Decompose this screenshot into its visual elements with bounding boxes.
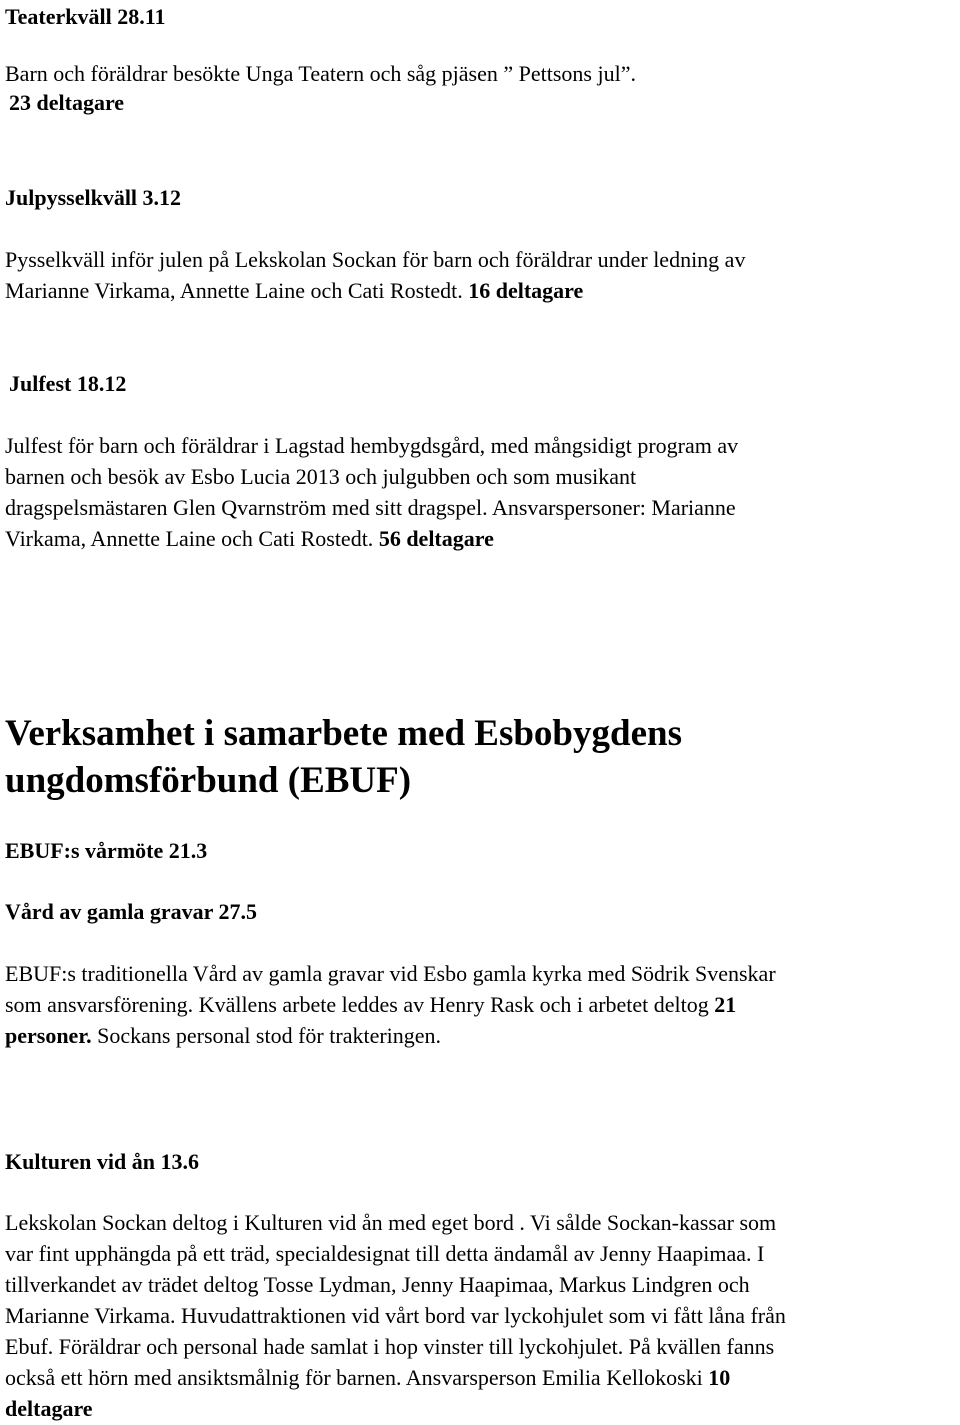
ebuf-gravar-line-3-text: Sockans personal stod för trakteringen. [97, 1023, 442, 1048]
julpyssel-count: 16 deltagare [468, 278, 584, 303]
julfest-line-1: Julfest för barn och föräldrar i Lagstad hembygdsgård, med mångsidigt program av [5, 433, 739, 458]
julfest-line-2: barnen och besök av Esbo Lucia 2013 och julgubben och som musikant [5, 464, 637, 489]
julpyssel-title: Julpysselkväll 3.12 [5, 185, 182, 210]
ebuf-gravar-count-unit: personer. [5, 1023, 92, 1048]
kulturen-line-3: tillverkandet av trädet deltog Tosse Lydman, Jenny Haapimaa, Markus Lindgren och [5, 1272, 750, 1297]
teaterkvall-title: Teaterkväll 28.11 [5, 4, 166, 29]
julpyssel-line-2 [5, 275, 583, 306]
julfest-count: 56 deltagare [378, 526, 494, 551]
julfest-title: Julfest 18.12 [9, 371, 127, 396]
kulturen-line-5: Ebuf. Föräldrar och personal hade samlat i hop vinster till lyckohjulet. På kvällen fanns [5, 1334, 775, 1359]
ebuf-gravar-line-2 [5, 989, 736, 1020]
kulturen-title: Kulturen vid ån 13.6 [5, 1149, 199, 1174]
kulturen-line-1: Lekskolan Sockan deltog i Kulturen vid ån med eget bord . Vi sålde Sockan-kassar som [5, 1210, 777, 1235]
kulturen-line-6-text: också ett hörn med ansiktsmålnig för barnen. Ansvarsperson Emilia Kellokoski [5, 1365, 703, 1390]
ebuf-gravar-line-2-text: som ansvarsförening. Kvällens arbete leddes av Henry Rask och i arbetet deltog [5, 992, 709, 1017]
ebuf-gravar-count-number: 21 [714, 992, 737, 1017]
julpyssel-line-2-text: Marianne Virkama, Annette Laine och Cati Rostedt. [5, 278, 463, 303]
kulturen-count-unit: deltagare [5, 1396, 93, 1421]
ebuf-gravar-line-3 [5, 1020, 441, 1051]
ebuf-varmote-title: EBUF:s vårmöte 21.3 [5, 838, 208, 863]
ebuf-heading-line-2: ungdomsförbund (EBUF) [5, 760, 412, 801]
julpyssel-line-1: Pysselkväll inför julen på Lekskolan Sockan för barn och föräldrar under ledning av [5, 247, 746, 272]
teaterkvall-count: 23 deltagare [9, 90, 125, 115]
teaterkvall-text: Barn och föräldrar besökte Unga Teatern och såg pjäsen ” Pettsons jul”. [5, 61, 636, 86]
ebuf-gravar-title: Vård av gamla gravar 27.5 [5, 899, 257, 924]
ebuf-heading-line-1: Verksamhet i samarbete med Esbobygdens [5, 713, 682, 754]
kulturen-count-number: 10 [708, 1365, 731, 1390]
julfest-line-4 [5, 523, 494, 554]
kulturen-line-6 [5, 1362, 730, 1393]
ebuf-gravar-line-1: EBUF:s traditionella Vård av gamla gravar vid Esbo gamla kyrka med Södrik Svenskar [5, 961, 776, 986]
julfest-line-4-text: Virkama, Annette Laine och Cati Rostedt. [5, 526, 374, 551]
kulturen-line-2: var fint upphängda på ett träd, specialdesignat till detta ändamål av Jenny Haapimaa. I [5, 1241, 765, 1266]
kulturen-line-4: Marianne Virkama. Huvudattraktionen vid vårt bord var lyckohjulet som vi fått låna från [5, 1303, 786, 1328]
julfest-line-3: dragspelsmästaren Glen Qvarnström med sitt dragspel. Ansvarspersoner: Marianne [5, 495, 736, 520]
